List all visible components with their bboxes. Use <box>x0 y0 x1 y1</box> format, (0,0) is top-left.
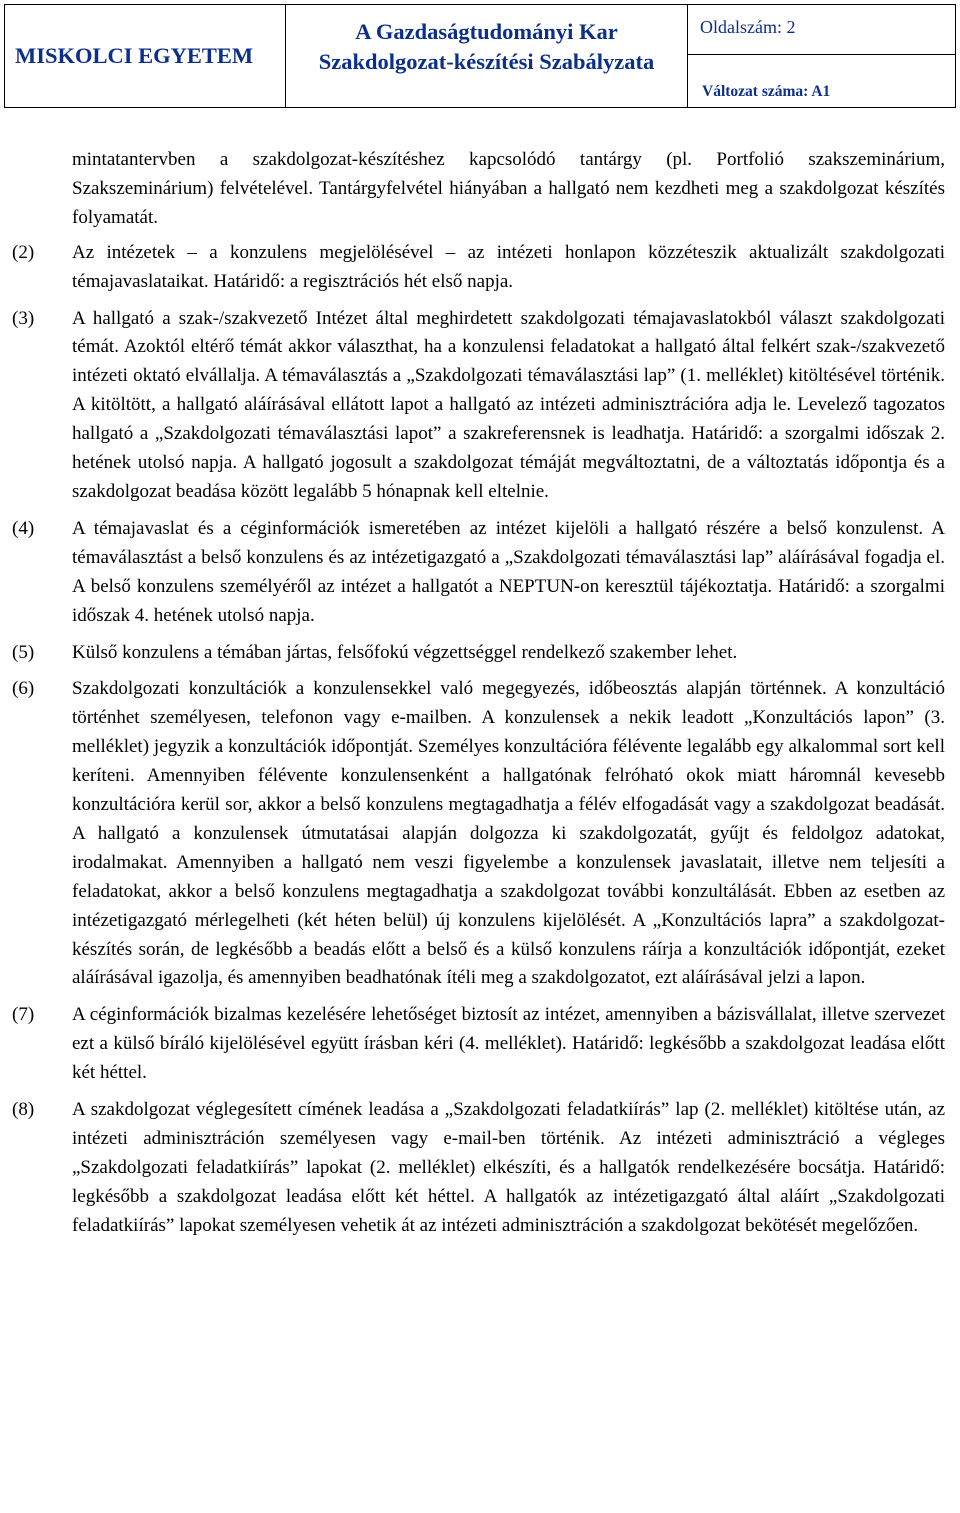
paragraph-text: A témajavaslat és a céginformációk ismeretében az intézet kijelöli a hallgató részére a belső konzulenst. A témaválasztást a belső konzulens és az intézetigazgató a „Szakdolgozati témaválasztási lap” aláírásával fogadja el. A belső konzulens személyéről az intézet a hallgatót a NEPTUN-on keresztül tájékoztatja. Határidő: a szorgalmi időszak 4. hetének utolsó napja. <box>72 517 945 626</box>
paragraph-number: (6) <box>12 678 35 700</box>
university-name: MISKOLCI EGYETEM <box>5 5 286 107</box>
paragraph-text: A szakdolgozat véglegesített címének leadása a „Szakdolgozati feladatkiírás” lap (2. melléklet) kitöltése után, az intézeti adminisztráción személyesen vagy e-mail-ben történik. Az intézeti adminisztráció a végleges „Szakdolgozati feladatkiírás” lapokat (2. melléklet) elkészíti, és a hallgatók rendelkezésére bocsátja. Határidő: legkésőbb a szakdolgozat leadása előtt két héttel. A hallgatók az intézetigazgató által aláírt „Szakdolgozati feladatkiírás” lapokat személyesen vehetik át az intézeti adminisztráción a szakdolgozat bekötését megelőzően. <box>72 1099 945 1236</box>
paragraph-6 <box>0 675 960 993</box>
paragraph-text: A céginformációk bizalmas kezelésére lehetőséget biztosít az intézet, amennyiben a bázisvállalat, illetve szervezet ezt a külső bíráló kijelölésével együtt írásban kéri (4. melléklet). Határidő: legkésőbb a szakdolgozat leadása előtt két héttel. <box>72 1004 945 1084</box>
header-title-cell <box>286 5 688 107</box>
paragraph-text: mintatantervben a szakdolgozat-készítéshez kapcsolódó tantárgy (pl. Portfolió szakszeminárium, Szakszeminárium) felvételével. Tantárgyfelvétel hiányában a hallgató nem kezdheti meg a szakdolgozat készítés folyamatát. <box>72 149 945 228</box>
faculty-name: A Gazdaságtudományi Kar <box>355 19 618 44</box>
paragraph-7 <box>0 1001 960 1088</box>
paragraph-number: (3) <box>12 307 35 329</box>
document-title: Szakdolgozat-készítési Szabályzata <box>318 49 655 74</box>
paragraph-4 <box>0 515 960 631</box>
paragraph-8 <box>0 1096 960 1241</box>
paragraph-5 <box>0 639 960 668</box>
version-number: Változat száma: A1 <box>702 83 831 100</box>
paragraph-number: (5) <box>12 641 35 663</box>
header-meta-cell <box>688 5 955 107</box>
paragraph-number: (8) <box>12 1099 35 1121</box>
paragraph-3 <box>0 305 960 507</box>
paragraph-text: Szakdolgozati konzultációk a konzulensekkel való megegyezés, időbeosztás alapján történnek. A konzultáció történhet személyesen, telefonon vagy e-mailben. A konzulensek a nekik leadott „Konzultációs lapon” (3. melléklet) jegyzik a konzultációk időpontját. Személyes konzultációra félévente legalább egy alkalommal sort kell keríteni. Amennyiben félévente konzulensenként a hallgatónak felróható okok miatt háromnál kevesebb konzultációra kerül sor, akkor a belső konzulens megtagadhatja a félév elfogadását vagy a szakdolgozat beadását. A hallgató a konzulensek útmutatásai alapján dolgozza ki szakdolgozatát, gyűjt és feldolgoz adatokat, irodalmakat. Amennyiben a hallgató nem veszi figyelembe a konzulensek javaslatait, illetve nem teljesíti a feladatokat, akkor a belső konzulens megtagadhatja a szakdolgozat további konzultálását. Ebben az esetben az intézetigazgató mérlegelheti (két héten belül) új konzulens kijelölését. A „Konzultációs lapra” a szakdolgozat-készítés során, de legkésőbb a beadás előtt a belső és a külső konzulens ráírja a konzultációk időpontját, ezeket aláírásával igazolja, és amennyiben beadhatónak ítéli meg a szakdolgozatot, ezt aláírásával jelzi a lapon. <box>72 678 945 989</box>
paragraph-number: (2) <box>12 241 35 263</box>
page-header <box>4 4 956 108</box>
paragraph-number: (4) <box>12 517 35 539</box>
paragraph-text: Az intézetek – a konzulens megjelölésével – az intézeti honlapon közzéteszik aktualizált szakdolgozati témajavaslataikat. Határidő: a regisztrációs hét első napja. <box>72 241 945 292</box>
paragraph-number: (7) <box>12 1004 35 1026</box>
page-number: Oldalszám: 2 <box>688 5 955 55</box>
paragraph-continuation <box>0 146 960 233</box>
document-body <box>0 146 960 1241</box>
paragraph-text: A hallgató a szak-/szakvezető Intézet által meghirdetett szakdolgozati témajavaslatokból választ szakdolgozati témát. Azoktól eltérő témát akkor választhat, ha a konzulensi feladatokat a hallgató által felkért szak-/szakvezető intézeti oktató elvállalja. A témaválasztás a „Szakdolgozati témaválasztási lap” (1. melléklet) kitöltésével történik. A kitöltött, a hallgató aláírásával ellátott lapot a hallgató az intézeti adminisztrációra adja le. Levelező tagozatos hallgató a „Szakdolgozati témaválasztási lapot” a szakreferensnek is leadhatja. Határidő: a szorgalmi időszak 2. hetének utolsó napja. A hallgató jogosult a szakdolgozat témáját megváltoztatni, de a változtatás időpontja és a szakdolgozat beadása között legalább 5 hónapnak kell eltelnie. <box>72 307 945 502</box>
paragraph-2 <box>0 239 960 297</box>
paragraph-text: Külső konzulens a témában jártas, felsőfokú végzettséggel rendelkező szakember lehet. <box>72 641 738 663</box>
